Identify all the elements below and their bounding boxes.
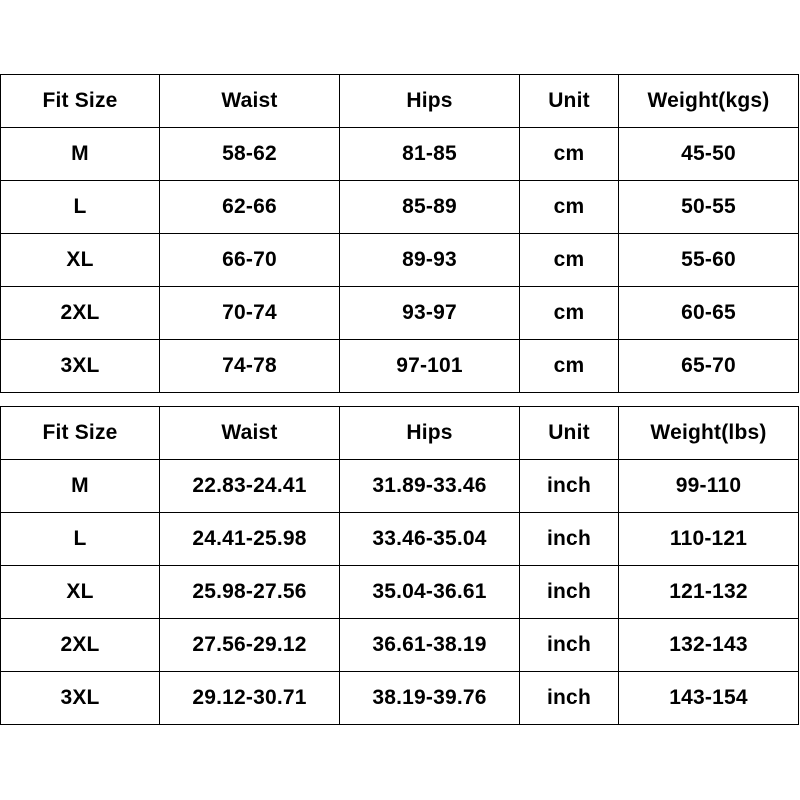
cell-fit-size: XL [1,566,160,619]
cell-fit-size: M [1,128,160,181]
table-row [1,460,799,513]
header-unit: Unit [520,407,619,460]
header-hips: Hips [340,407,520,460]
table-header-row [1,75,799,128]
cell-unit: cm [520,128,619,181]
cell-weight: 99-110 [619,460,799,513]
size-chart-metric-table [0,74,799,393]
table-header-row [1,407,799,460]
cell-weight: 132-143 [619,619,799,672]
cell-hips: 81-85 [340,128,520,181]
table-row [1,234,799,287]
cell-fit-size: XL [1,234,160,287]
header-unit: Unit [520,75,619,128]
cell-unit: inch [520,672,619,725]
cell-waist: 25.98-27.56 [160,566,340,619]
size-chart-imperial-table [0,406,799,725]
cell-waist: 27.56-29.12 [160,619,340,672]
header-waist: Waist [160,407,340,460]
cell-fit-size: L [1,513,160,566]
table-row [1,181,799,234]
cell-unit: inch [520,513,619,566]
cell-hips: 97-101 [340,340,520,393]
cell-waist: 29.12-30.71 [160,672,340,725]
cell-hips: 93-97 [340,287,520,340]
cell-weight: 45-50 [619,128,799,181]
header-waist: Waist [160,75,340,128]
cell-fit-size: 3XL [1,672,160,725]
cell-fit-size: L [1,181,160,234]
header-weight: Weight(kgs) [619,75,799,128]
cell-fit-size: 2XL [1,619,160,672]
table-row [1,513,799,566]
cell-weight: 143-154 [619,672,799,725]
cell-waist: 70-74 [160,287,340,340]
cell-waist: 22.83-24.41 [160,460,340,513]
cell-unit: cm [520,181,619,234]
cell-fit-size: M [1,460,160,513]
table-row [1,566,799,619]
cell-hips: 35.04-36.61 [340,566,520,619]
cell-fit-size: 2XL [1,287,160,340]
header-fit-size: Fit Size [1,75,160,128]
cell-unit: inch [520,619,619,672]
header-fit-size: Fit Size [1,407,160,460]
table-row [1,619,799,672]
cell-weight: 65-70 [619,340,799,393]
cell-fit-size: 3XL [1,340,160,393]
cell-weight: 121-132 [619,566,799,619]
cell-unit: cm [520,340,619,393]
cell-waist: 58-62 [160,128,340,181]
cell-waist: 74-78 [160,340,340,393]
cell-waist: 66-70 [160,234,340,287]
cell-weight: 55-60 [619,234,799,287]
cell-unit: cm [520,234,619,287]
cell-weight: 50-55 [619,181,799,234]
cell-unit: inch [520,566,619,619]
cell-hips: 33.46-35.04 [340,513,520,566]
cell-hips: 31.89-33.46 [340,460,520,513]
table-row [1,340,799,393]
header-hips: Hips [340,75,520,128]
cell-waist: 24.41-25.98 [160,513,340,566]
cell-weight: 110-121 [619,513,799,566]
table-row [1,128,799,181]
cell-unit: inch [520,460,619,513]
cell-hips: 36.61-38.19 [340,619,520,672]
cell-weight: 60-65 [619,287,799,340]
cell-hips: 38.19-39.76 [340,672,520,725]
table-row [1,287,799,340]
cell-unit: cm [520,287,619,340]
table-row [1,672,799,725]
header-weight: Weight(lbs) [619,407,799,460]
cell-hips: 85-89 [340,181,520,234]
cell-waist: 62-66 [160,181,340,234]
cell-hips: 89-93 [340,234,520,287]
